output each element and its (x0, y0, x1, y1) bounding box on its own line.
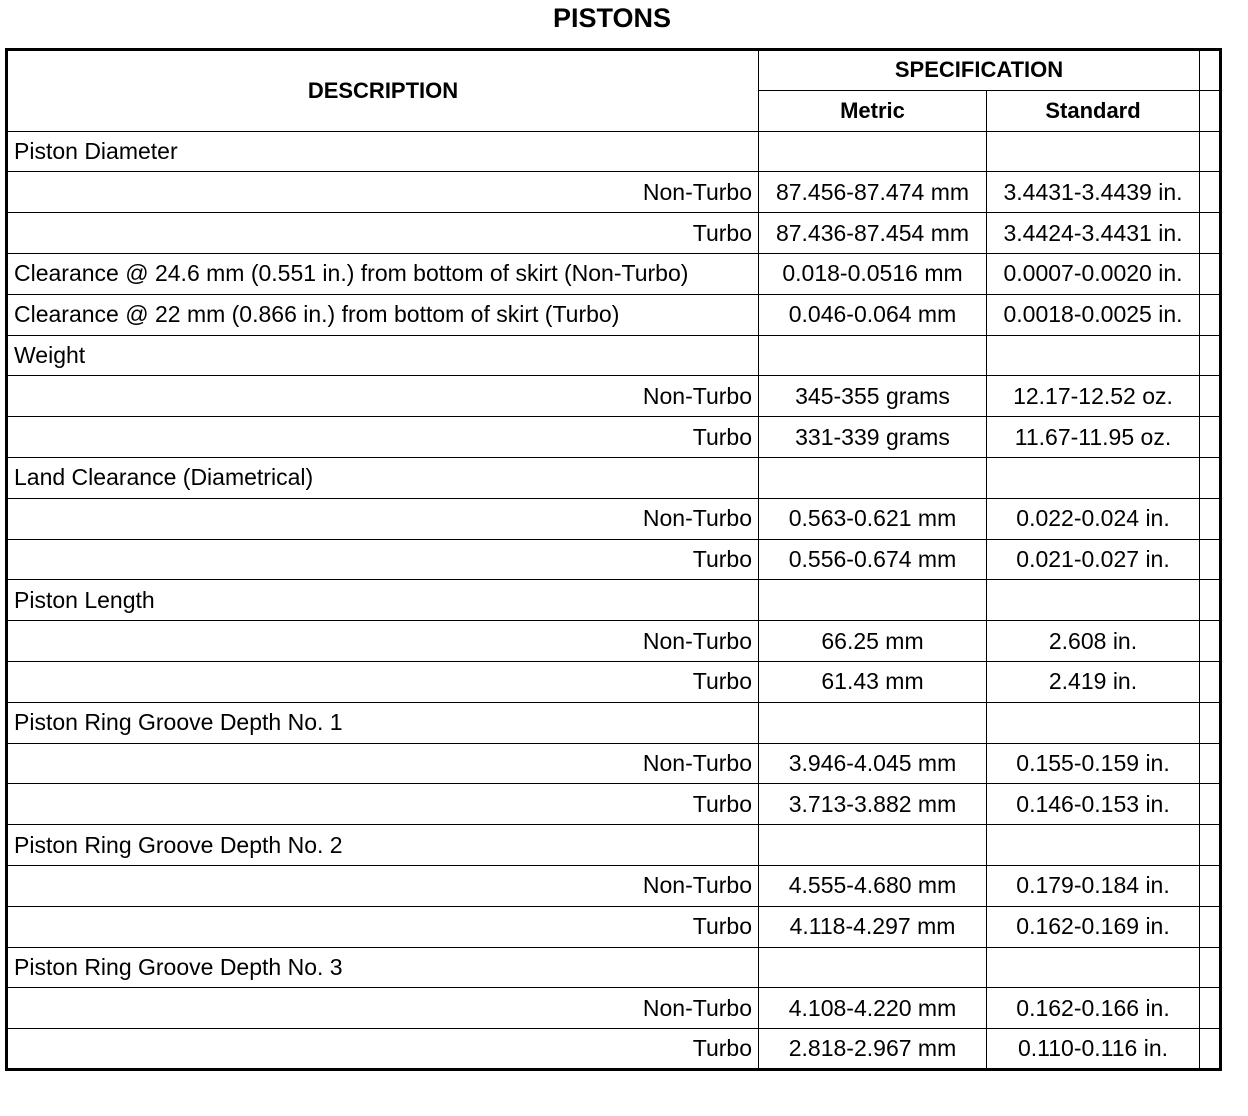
standard-cell: 0.022-0.024 in. (987, 498, 1200, 539)
standard-cell: 0.155-0.159 in. (987, 743, 1200, 784)
table-row (7, 661, 1221, 702)
extra-column-cell (1200, 621, 1221, 662)
table-row (7, 825, 1221, 866)
standard-cell: 12.17-12.52 oz. (987, 376, 1200, 417)
standard-cell (987, 702, 1200, 743)
standard-cell (987, 825, 1200, 866)
standard-cell (987, 457, 1200, 498)
table-row (7, 702, 1221, 743)
specification-header: SPECIFICATION (759, 50, 1200, 91)
table-row (7, 335, 1221, 376)
metric-cell: 87.456-87.474 mm (759, 172, 987, 213)
description-cell: Turbo (7, 539, 759, 580)
header-row (7, 50, 1221, 91)
metric-cell: 3.713-3.882 mm (759, 784, 987, 825)
metric-cell: 345-355 grams (759, 376, 987, 417)
description-cell: Piston Diameter (7, 131, 759, 172)
metric-cell (759, 457, 987, 498)
extra-column-cell (1200, 865, 1221, 906)
table-row (7, 580, 1221, 621)
standard-cell: 2.419 in. (987, 661, 1200, 702)
description-cell: Clearance @ 22 mm (0.866 in.) from bottom of skirt (Turbo) (7, 294, 759, 335)
extra-column-cell (1200, 417, 1221, 458)
table-row (7, 784, 1221, 825)
metric-cell: 0.556-0.674 mm (759, 539, 987, 580)
table-header (7, 50, 1221, 132)
metric-cell: 2.818-2.967 mm (759, 1029, 987, 1070)
description-cell: Turbo (7, 784, 759, 825)
metric-cell: 0.046-0.064 mm (759, 294, 987, 335)
description-cell: Piston Ring Groove Depth No. 3 (7, 947, 759, 988)
table-row (7, 947, 1221, 988)
extra-column-cell (1200, 50, 1221, 91)
metric-cell: 4.108-4.220 mm (759, 988, 987, 1029)
standard-header: Standard (987, 90, 1200, 131)
description-cell: Land Clearance (Diametrical) (7, 457, 759, 498)
table-row (7, 988, 1221, 1029)
table-row (7, 539, 1221, 580)
metric-cell: 61.43 mm (759, 661, 987, 702)
description-header: DESCRIPTION (7, 50, 759, 132)
standard-cell: 3.4424-3.4431 in. (987, 213, 1200, 254)
description-cell: Piston Ring Groove Depth No. 2 (7, 825, 759, 866)
metric-cell: 66.25 mm (759, 621, 987, 662)
standard-cell: 0.146-0.153 in. (987, 784, 1200, 825)
extra-column-cell (1200, 539, 1221, 580)
extra-column-cell (1200, 457, 1221, 498)
description-cell: Non-Turbo (7, 621, 759, 662)
standard-cell: 0.162-0.166 in. (987, 988, 1200, 1029)
table-row (7, 906, 1221, 947)
metric-cell: 331-339 grams (759, 417, 987, 458)
standard-cell (987, 335, 1200, 376)
description-cell: Non-Turbo (7, 498, 759, 539)
description-cell: Piston Length (7, 580, 759, 621)
metric-cell: 4.555-4.680 mm (759, 865, 987, 906)
extra-column-cell (1200, 661, 1221, 702)
extra-column-cell (1200, 253, 1221, 294)
table-row (7, 417, 1221, 458)
extra-column-cell (1200, 825, 1221, 866)
extra-column-cell (1200, 784, 1221, 825)
extra-column-cell (1200, 294, 1221, 335)
extra-column-cell (1200, 743, 1221, 784)
standard-cell (987, 131, 1200, 172)
metric-cell (759, 580, 987, 621)
description-cell: Turbo (7, 213, 759, 254)
standard-cell: 0.162-0.169 in. (987, 906, 1200, 947)
description-cell: Turbo (7, 1029, 759, 1070)
description-cell: Non-Turbo (7, 865, 759, 906)
description-cell: Non-Turbo (7, 988, 759, 1029)
table-row (7, 457, 1221, 498)
standard-cell: 0.179-0.184 in. (987, 865, 1200, 906)
extra-column-cell (1200, 172, 1221, 213)
table-row (7, 376, 1221, 417)
description-cell: Non-Turbo (7, 172, 759, 213)
page-title: PISTONS (552, 3, 672, 33)
standard-cell: 3.4431-3.4439 in. (987, 172, 1200, 213)
metric-cell: 0.018-0.0516 mm (759, 253, 987, 294)
metric-cell (759, 702, 987, 743)
table-row (7, 743, 1221, 784)
description-cell: Non-Turbo (7, 743, 759, 784)
table-row (7, 172, 1221, 213)
extra-column-cell (1200, 90, 1221, 131)
metric-cell: 0.563-0.621 mm (759, 498, 987, 539)
standard-cell: 11.67-11.95 oz. (987, 417, 1200, 458)
table-row (7, 253, 1221, 294)
description-cell: Clearance @ 24.6 mm (0.551 in.) from bottom of skirt (Non-Turbo) (7, 253, 759, 294)
metric-cell: 4.118-4.297 mm (759, 906, 987, 947)
metric-cell (759, 131, 987, 172)
table-row (7, 498, 1221, 539)
extra-column-cell (1200, 906, 1221, 947)
extra-column-cell (1200, 1029, 1221, 1070)
extra-column-cell (1200, 988, 1221, 1029)
description-cell: Piston Ring Groove Depth No. 1 (7, 702, 759, 743)
extra-column-cell (1200, 498, 1221, 539)
table-row (7, 1029, 1221, 1070)
piston-spec-table (5, 48, 1222, 1071)
description-cell: Non-Turbo (7, 376, 759, 417)
description-cell: Turbo (7, 661, 759, 702)
description-cell: Turbo (7, 906, 759, 947)
standard-cell: 0.110-0.116 in. (987, 1029, 1200, 1070)
standard-cell (987, 580, 1200, 621)
extra-column-cell (1200, 213, 1221, 254)
description-cell: Weight (7, 335, 759, 376)
metric-cell: 87.436-87.454 mm (759, 213, 987, 254)
table-row (7, 621, 1221, 662)
metric-cell (759, 947, 987, 988)
extra-column-cell (1200, 580, 1221, 621)
table-row (7, 213, 1221, 254)
table-row (7, 865, 1221, 906)
standard-cell (987, 947, 1200, 988)
standard-cell: 0.0007-0.0020 in. (987, 253, 1200, 294)
extra-column-cell (1200, 947, 1221, 988)
standard-cell: 2.608 in. (987, 621, 1200, 662)
metric-header: Metric (759, 90, 987, 131)
table-row (7, 294, 1221, 335)
standard-cell: 0.021-0.027 in. (987, 539, 1200, 580)
extra-column-cell (1200, 702, 1221, 743)
description-cell: Turbo (7, 417, 759, 458)
table-row (7, 131, 1221, 172)
extra-column-cell (1200, 131, 1221, 172)
extra-column-cell (1200, 335, 1221, 376)
extra-column-cell (1200, 376, 1221, 417)
metric-cell: 3.946-4.045 mm (759, 743, 987, 784)
standard-cell: 0.0018-0.0025 in. (987, 294, 1200, 335)
metric-cell (759, 825, 987, 866)
table-body (7, 131, 1221, 1069)
metric-cell (759, 335, 987, 376)
